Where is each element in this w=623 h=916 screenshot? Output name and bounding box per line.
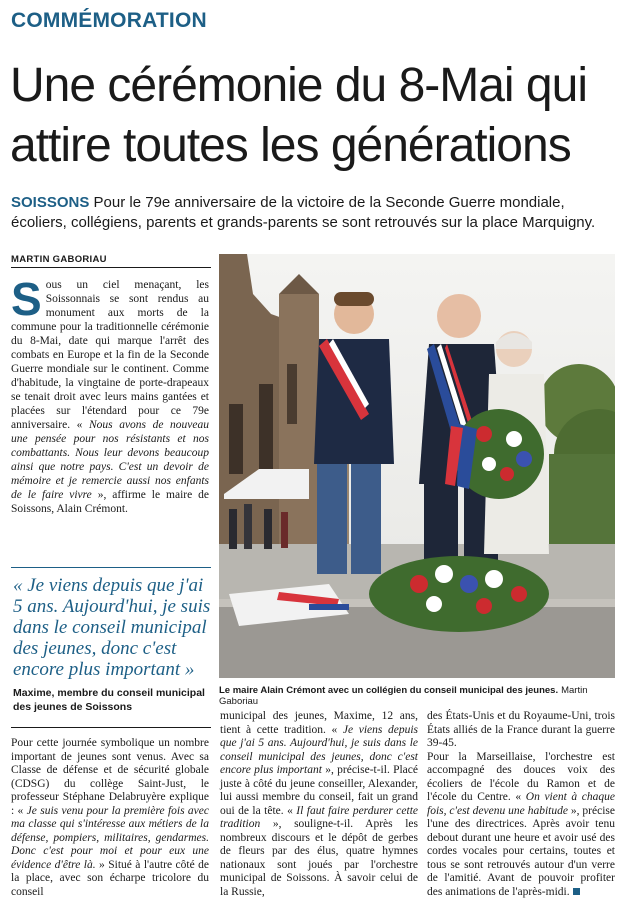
caption-text: Le maire Alain Crémont avec un collégien du conseil municipal des jeunes. bbox=[219, 685, 559, 696]
body1-text: Pour cette journée symbolique un nombre important de jeunes sont venus. Avec sa Classe de défense et de sécurité globale (CDSG) du collège Saint-Just, le professeur Stéphane Delabruyère explique : « bbox=[11, 737, 209, 817]
body3-text-3: », précise l'une des directrices. Après avoir tenu debout durant une heure et avoir usé des cordes vocales pour certains, toutes et tous se sont retrouvés autour d'un verre de l'amitié. Avant de pouvoir profiter des animations de l'après-midi. bbox=[427, 804, 615, 898]
body3-text-2: Pour la Marseillaise, l'orchestre est accompagné des douces voix des écoliers de l'école du Ramon et de l'école du Centre. « bbox=[427, 750, 615, 803]
intro-text-end: », affirme le maire de Soissons, Alain Crémont. bbox=[11, 489, 209, 515]
body2-quote-1: Je viens depuis que j'ai 5 ans. Aujourd'hui, je suis dans le conseil municipal des jeunes, donc c'est encore plus important bbox=[220, 723, 418, 776]
dateline-place: SOISSONS bbox=[11, 194, 90, 211]
intro-paragraph bbox=[11, 273, 209, 516]
article-photo bbox=[219, 254, 615, 678]
body-column-1 bbox=[11, 737, 209, 899]
body3-text: des États-Unis et du Royaume-Uni, trois États alliés de la France durant la guerre 39-45. bbox=[427, 710, 615, 749]
headline: Une cérémonie du 8-Mai qui attire toutes les générations bbox=[10, 59, 587, 172]
intro-text: ous un ciel menaçant, les Soissonnais se sont rendus au monument aux morts de la commune pour la traditionnelle cérémonie du 8-Mai, date qui marque l'arrêt des combats en Europe et la fin de la Seconde Guerre mondiale sur le continent. Comme d'habitude, la vingtaine de porte-drapeaux se tenait droit avec leurs mains gantées et placées sur l'étendard pour ce 79e anniversaire. « bbox=[11, 279, 209, 431]
body2-text-3: », souligne-t-il. Après les nombreux discours et le dépôt de gerbes de fleurs par des élus, quatre hymnes nationaux sont joués par l'orchestre municipal de Soissons. À savoir celui de la Russie, bbox=[220, 818, 418, 898]
pullquote-rule-bottom bbox=[11, 727, 211, 728]
section-kicker: COMMÉMORATION bbox=[11, 9, 207, 32]
standfirst bbox=[11, 193, 616, 233]
pull-quote: « Je viens depuis que j'ai 5 ans. Aujourd'hui, je suis dans le conseil municipal des jeunes, donc c'est encore plus important » bbox=[13, 575, 211, 680]
body1-text-end: » Situé à l'autre côté de la place, avec son écharpe tricolore du conseil bbox=[11, 858, 209, 898]
body2-text-2: », précise-t-il. Placé juste à côté du jeune conseiller, Alexander, lui aussi membre du conseil, fait un grand oui de la tête. « bbox=[220, 764, 418, 817]
dropcap: S bbox=[11, 273, 42, 325]
byline: MARTIN GABORIAU bbox=[11, 254, 107, 265]
end-of-article-mark bbox=[573, 888, 580, 895]
pullquote-rule-top bbox=[11, 567, 211, 568]
pull-quote-attribution: Maxime, membre du conseil municipal des jeunes de Soissons bbox=[13, 687, 205, 713]
body1-quote: Je suis venu pour la première fois avec ma classe qui s'intéresse aux métiers de la défense, pompiers, militaires, gendarmes. Donc c'est pour moi et pour eux une évidence d'être là. bbox=[11, 804, 209, 871]
photo-caption bbox=[219, 685, 615, 707]
body-column-3 bbox=[427, 710, 615, 899]
standfirst-text: Pour le 79e anniversaire de la victoire de la Seconde Guerre mondiale, écoliers, collégiens, parents et grands-parents se sont retrouvés sur la place Marquigny. bbox=[11, 194, 596, 231]
body-column-2 bbox=[220, 710, 418, 899]
intro-quote: Nous avons de nouveau une pensée pour nos résistants et nos combattants. Nous leur devons beaucoup ainsi que notre pays. C'est un devoir de mémoire et je remercie aussi nos enfants de le faire vivre bbox=[11, 419, 209, 501]
photo-credit: Martin Gaboriau bbox=[219, 685, 588, 707]
body2-quote-2: Il faut faire perdurer cette tradition bbox=[220, 804, 418, 830]
body2-text: municipal des jeunes, Maxime, 12 ans, tient à cette tradition. « bbox=[220, 710, 418, 736]
body3-quote: On vient à chaque fois, c'est devenu une habitude bbox=[427, 791, 615, 817]
byline-rule bbox=[11, 267, 211, 268]
